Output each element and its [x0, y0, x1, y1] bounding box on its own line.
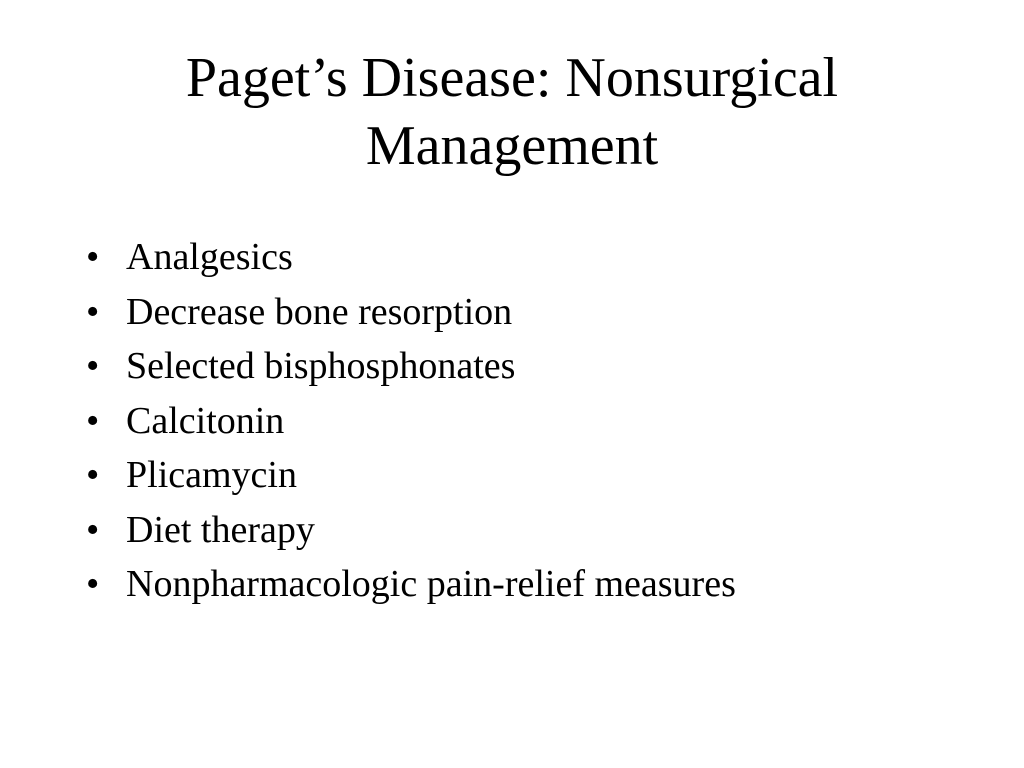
bullet-item: [86, 289, 736, 344]
bullet-icon: •: [86, 399, 100, 442]
bullet-text: Selected bisphosphonates: [126, 345, 516, 387]
slide-title-line-2: Management: [365, 115, 659, 177]
bullet-item: [86, 561, 736, 616]
bullet-text: Plicamycin: [126, 454, 297, 496]
bullet-item: [86, 234, 736, 289]
bullet-icon: •: [86, 345, 100, 387]
bullet-icon: •: [86, 290, 100, 333]
bullet-item: [86, 343, 736, 398]
bullet-text: Calcitonin: [126, 399, 285, 442]
bullet-icon: •: [86, 236, 100, 278]
bullet-icon: •: [86, 563, 100, 605]
bullet-item: [86, 507, 736, 562]
bullet-item: [86, 398, 736, 453]
bullet-item: [86, 452, 736, 507]
bullet-text: Decrease bone resorption: [126, 290, 513, 333]
bullet-text: Diet therapy: [126, 508, 315, 551]
slide-title: [60, 44, 964, 180]
bullet-icon: •: [86, 508, 100, 551]
bullet-icon: •: [86, 454, 100, 496]
bullet-text: Nonpharmacologic pain-relief measures: [126, 563, 736, 605]
slide-title-line-1: Paget’s Disease: Nonsurgical: [185, 47, 839, 109]
bullet-text: Analgesics: [126, 236, 293, 278]
bullet-list: [86, 234, 736, 616]
